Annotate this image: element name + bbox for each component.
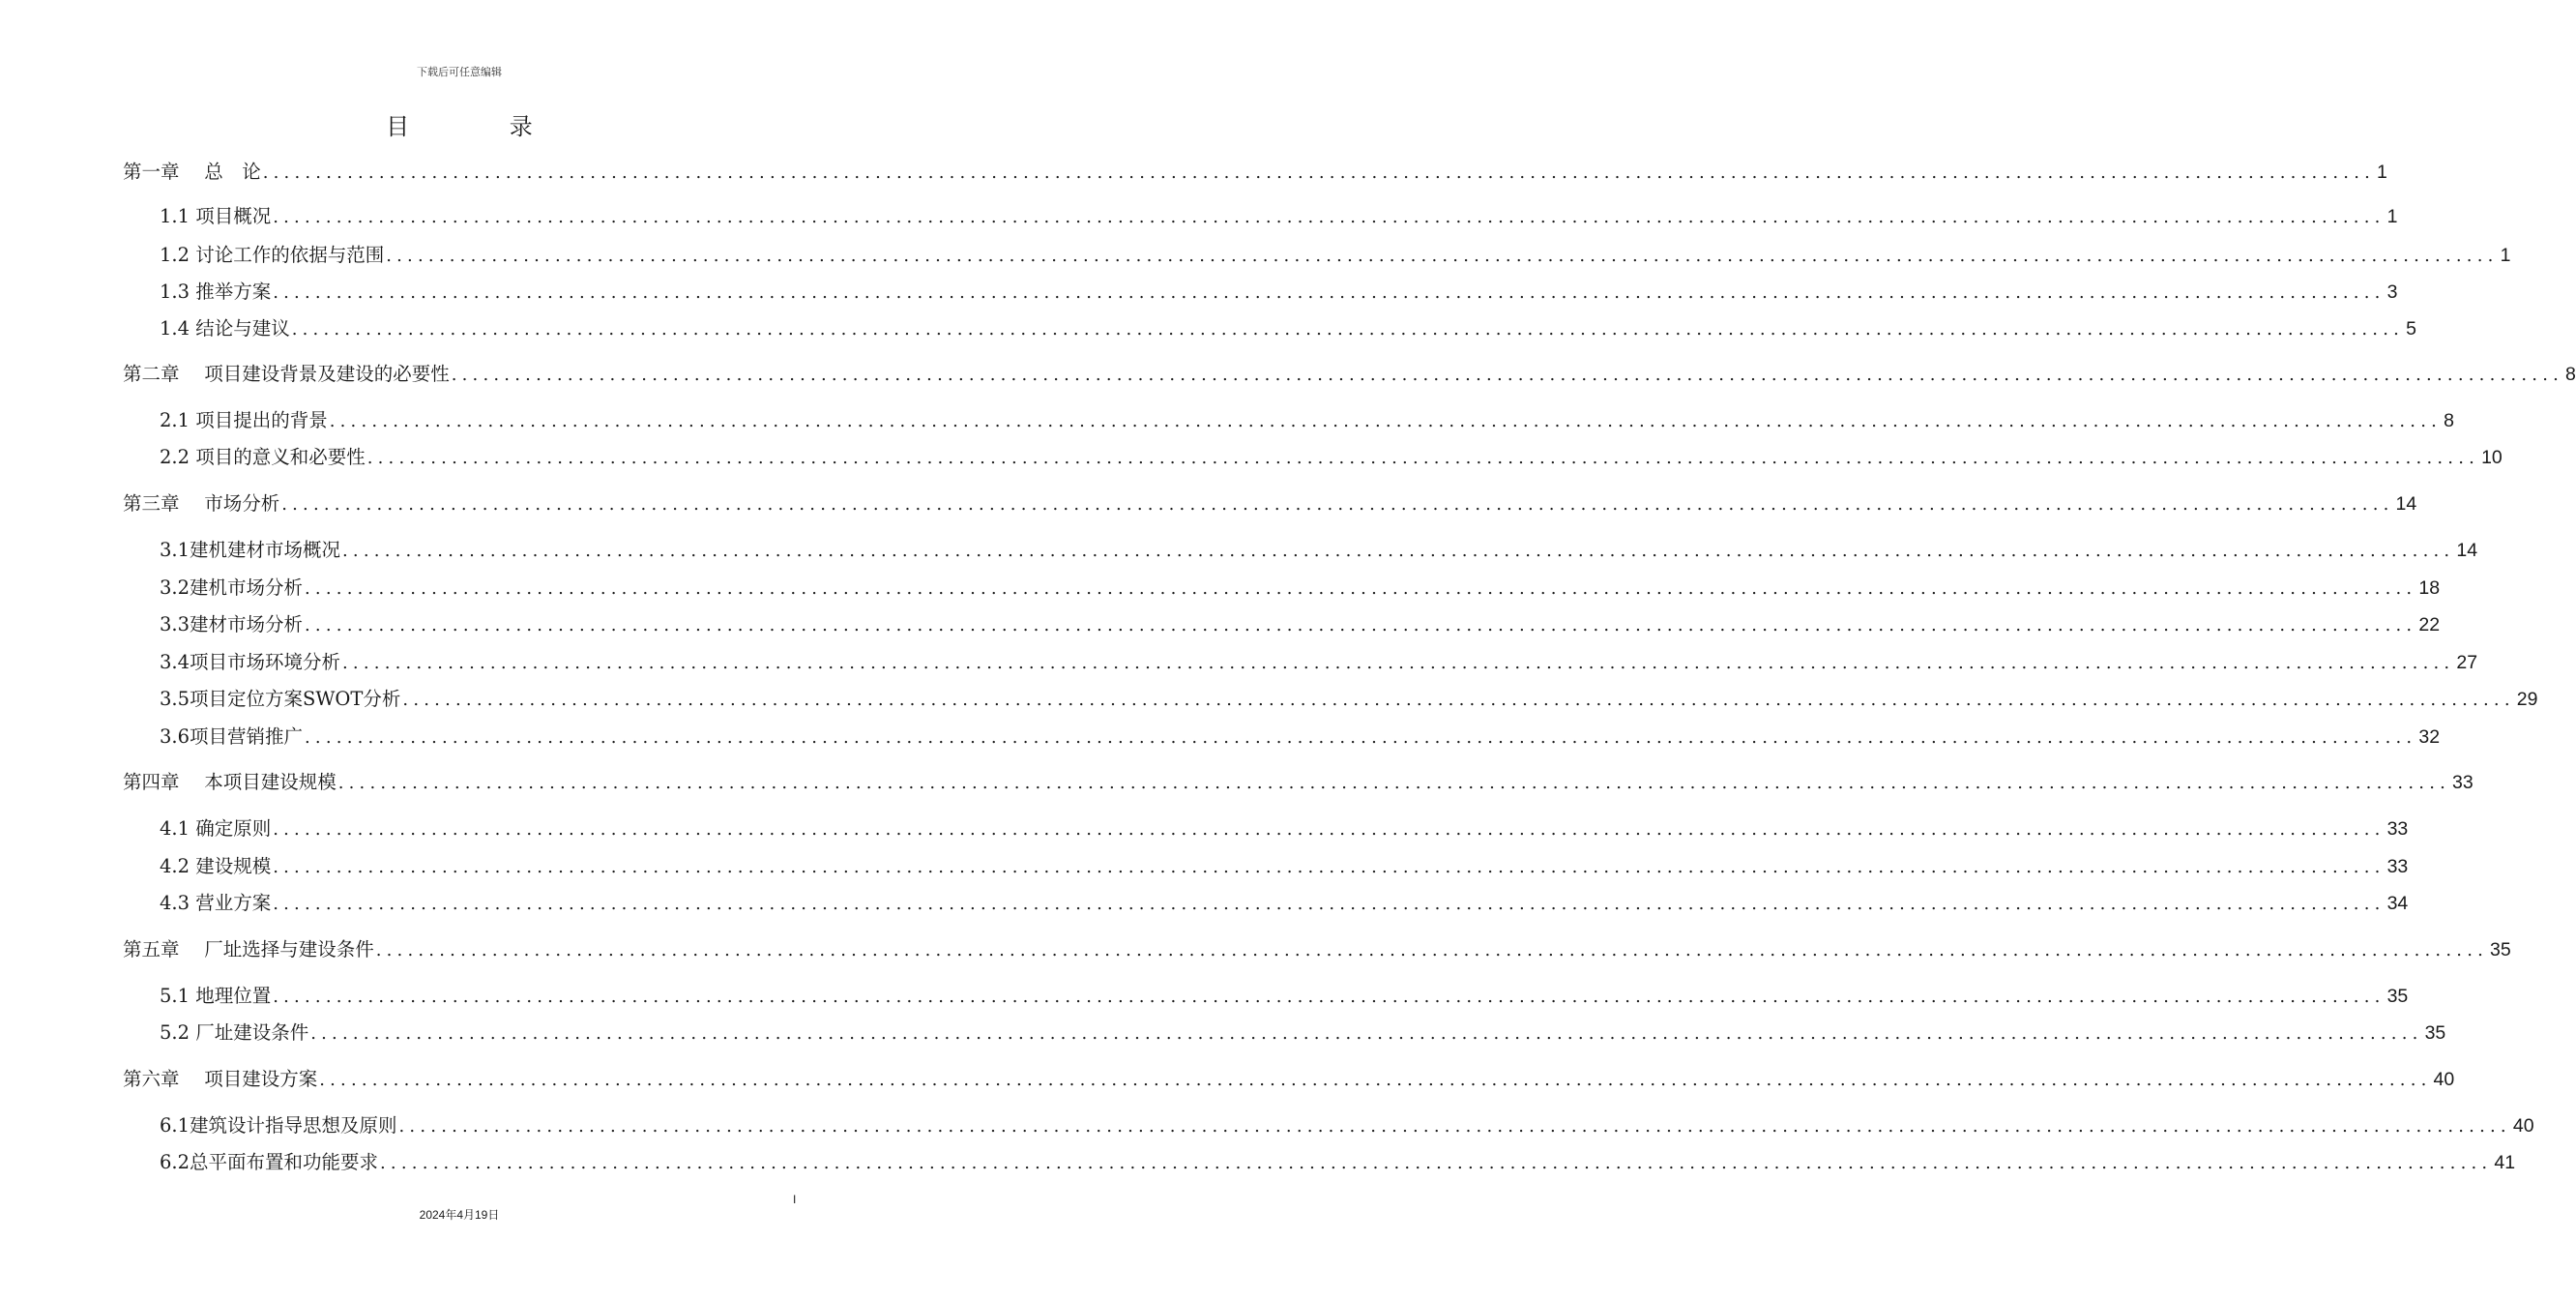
toc-entry-label: 1.2 讨论工作的依据与范围 xyxy=(160,244,385,266)
toc-dot-leader: ........................................................................................................................................................................................................ xyxy=(310,1023,2423,1044)
toc-dot-leader: ........................................................................................................................................................................................................ xyxy=(329,411,2443,431)
toc-dot-leader: ........................................................................................................................................................................................................ xyxy=(273,819,2386,840)
toc-dot-leader: ........................................................................................................................................................................................................ xyxy=(273,987,2386,1007)
toc-entry-label: 4.1 确定原则 xyxy=(160,817,272,840)
toc-entry-page: 14 xyxy=(2395,493,2417,515)
toc-entry-label: 3.4项目市场环境分析 xyxy=(160,651,341,673)
toc-dot-leader: ........................................................................................................................................................................................................ xyxy=(291,319,2405,340)
toc-dot-leader: ........................................................................................................................................................................................................ xyxy=(366,448,2480,468)
toc-entry-page: 1 xyxy=(2500,245,2511,266)
toc-dot-leader: ........................................................................................................................................................................................................ xyxy=(342,541,2455,561)
toc-entry-label: 第二章 项目建设背景及建设的必要性 xyxy=(123,363,450,385)
toc-chapter-entry[interactable] xyxy=(123,936,2511,963)
toc-entry-page: 35 xyxy=(2386,986,2409,1007)
toc-dot-leader: ........................................................................................................................................................................................................ xyxy=(273,857,2386,877)
toc-section-entry[interactable] xyxy=(160,444,2503,471)
toc-entry-label: 3.3建材市场分析 xyxy=(160,613,304,635)
toc-dot-leader: ........................................................................................................................................................................................................ xyxy=(380,1153,2493,1173)
toc-dot-leader: ........................................................................................................................................................................................................ xyxy=(386,246,2499,266)
toc-entry-page: 27 xyxy=(2456,652,2478,673)
toc-entry-label: 第一章 总 论 xyxy=(123,161,261,183)
toc-section-entry[interactable] xyxy=(160,537,2478,564)
toc-entry-page: 29 xyxy=(2516,689,2538,710)
toc-chapter-entry[interactable] xyxy=(123,490,2417,517)
toc-entry-page: 22 xyxy=(2418,614,2441,635)
toc-chapter-entry[interactable] xyxy=(123,361,2576,388)
toc-entry-page: 1 xyxy=(2386,206,2398,227)
toc-entry-label: 6.1建筑设计指导思想及原则 xyxy=(160,1114,397,1137)
toc-section-entry[interactable] xyxy=(160,575,2441,602)
toc-entry-page: 33 xyxy=(2386,856,2409,877)
toc-entry-label: 3.1建机建材市场概况 xyxy=(160,539,341,561)
footer-date: 2024年4月19日 xyxy=(419,1208,500,1222)
toc-entry-label: 5.2 厂址建设条件 xyxy=(160,1021,309,1044)
toc-section-entry[interactable] xyxy=(160,686,2538,713)
toc-entry-page: 34 xyxy=(2386,893,2409,914)
toc-section-entry[interactable] xyxy=(160,1019,2446,1047)
toc-entry-page: 35 xyxy=(2490,939,2511,960)
toc-entry-page: 1 xyxy=(2377,162,2387,183)
toc-entry-page: 18 xyxy=(2418,577,2441,599)
toc-entry-label: 第四章 本项目建设规模 xyxy=(123,771,337,793)
toc-dot-leader: ........................................................................................................................................................................................................ xyxy=(402,690,2515,710)
toc-chapter-entry[interactable] xyxy=(123,159,2387,186)
toc-dot-leader: ........................................................................................................................................................................................................ xyxy=(305,727,2417,748)
toc-entry-label: 6.2总平面布置和功能要求 xyxy=(160,1151,379,1173)
toc-entry-page: 33 xyxy=(2452,772,2474,793)
toc-dot-leader: ........................................................................................................................................................................................................ xyxy=(375,940,2489,960)
toc-dot-leader: ........................................................................................................................................................................................................ xyxy=(273,894,2386,914)
page-number: I xyxy=(793,1193,797,1206)
toc-entry-label: 3.5项目定位方案SWOT分析 xyxy=(160,688,401,710)
toc-entry-page: 40 xyxy=(2433,1069,2455,1090)
toc-section-entry[interactable] xyxy=(160,279,2398,306)
toc-section-entry[interactable] xyxy=(160,649,2478,676)
toc-section-entry[interactable] xyxy=(160,983,2409,1010)
toc-entry-label: 1.4 结论与建议 xyxy=(160,317,290,340)
toc-dot-leader: ........................................................................................................................................................................................................ xyxy=(262,162,2376,183)
toc-dot-leader: ........................................................................................................................................................................................................ xyxy=(398,1116,2511,1137)
toc-entry-label: 4.3 营业方案 xyxy=(160,892,272,914)
toc-entry-label: 第六章 项目建设方案 xyxy=(123,1068,318,1090)
toc-section-entry[interactable] xyxy=(160,1112,2534,1139)
toc-entry-label: 4.2 建设规模 xyxy=(160,855,272,877)
toc-entry-page: 40 xyxy=(2512,1115,2534,1137)
toc-section-entry[interactable] xyxy=(160,242,2511,269)
toc-section-entry[interactable] xyxy=(160,1149,2516,1176)
toc-entry-label: 2.2 项目的意义和必要性 xyxy=(160,446,366,468)
toc-dot-leader: ........................................................................................................................................................................................................ xyxy=(319,1070,2432,1090)
toc-dot-leader: ........................................................................................................................................................................................................ xyxy=(337,773,2451,793)
toc-dot-leader: ........................................................................................................................................................................................................ xyxy=(342,653,2455,673)
header-note: 下载后可任意编辑 xyxy=(417,66,502,78)
toc-section-entry[interactable] xyxy=(160,724,2441,751)
toc-section-entry[interactable] xyxy=(160,315,2416,342)
toc-entry-label: 3.2建机市场分析 xyxy=(160,576,304,599)
toc-chapter-entry[interactable] xyxy=(123,769,2474,796)
toc-entry-page: 5 xyxy=(2406,318,2416,340)
toc-entry-page: 8 xyxy=(2565,364,2576,385)
toc-dot-leader: ........................................................................................................................................................................................................ xyxy=(281,494,2394,515)
toc-title: 目 录 xyxy=(386,113,579,140)
toc-entry-label: 1.3 推举方案 xyxy=(160,281,272,303)
toc-dot-leader: ........................................................................................................................................................................................................ xyxy=(451,365,2564,385)
toc-entry-page: 8 xyxy=(2444,410,2454,431)
toc-section-entry[interactable] xyxy=(160,611,2441,638)
toc-entry-page: 10 xyxy=(2481,447,2503,468)
toc-dot-leader: ........................................................................................................................................................................................................ xyxy=(305,615,2417,635)
toc-entry-label: 第三章 市场分析 xyxy=(123,492,280,515)
toc-entry-label: 3.6项目营销推广 xyxy=(160,725,304,748)
toc-entry-page: 41 xyxy=(2494,1152,2516,1173)
toc-entry-label: 1.1 项目概况 xyxy=(160,205,272,227)
toc-entry-label: 第五章 厂址选择与建设条件 xyxy=(123,938,374,960)
toc-entry-page: 14 xyxy=(2456,540,2478,561)
toc-entry-label: 2.1 项目提出的背景 xyxy=(160,409,328,431)
toc-section-entry[interactable] xyxy=(160,853,2409,880)
toc-section-entry[interactable] xyxy=(160,890,2409,917)
toc-entry-page: 3 xyxy=(2386,281,2398,303)
toc-section-entry[interactable] xyxy=(160,203,2398,230)
toc-dot-leader: ........................................................................................................................................................................................................ xyxy=(305,578,2417,599)
toc-chapter-entry[interactable] xyxy=(123,1066,2455,1093)
toc-dot-leader: ........................................................................................................................................................................................................ xyxy=(273,282,2386,303)
toc-entry-page: 33 xyxy=(2386,818,2409,840)
toc-dot-leader: ........................................................................................................................................................................................................ xyxy=(273,207,2386,227)
toc-section-entry[interactable] xyxy=(160,815,2409,842)
toc-section-entry[interactable] xyxy=(160,407,2454,434)
toc-entry-label: 5.1 地理位置 xyxy=(160,985,272,1007)
toc-entry-page: 35 xyxy=(2424,1022,2446,1044)
toc-entry-page: 32 xyxy=(2418,726,2441,748)
